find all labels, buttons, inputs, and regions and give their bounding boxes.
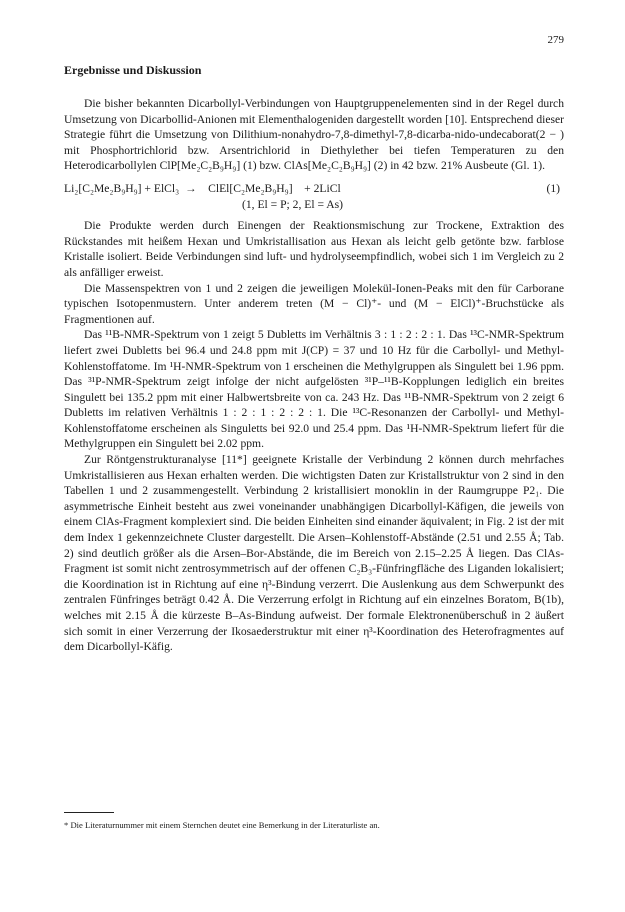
footnote: * Die Literaturnummer mit einem Sternchen deutet eine Bemerkung in der Literaturliste an. bbox=[64, 820, 380, 830]
section-title: Ergebnisse und Diskussion bbox=[64, 63, 202, 77]
paragraph-intro: Die bisher bekannten Dicarbollyl-Verbindungen von Hauptgruppenelementen sind in der Regel durch Umsetzung von Dicarbollid-Anionen mit Elementhalogeniden dargestellt worden [10]. Entsprechend dieser Strategie führt die Umsetzung von Dilithium-nonahydro-7,8-dimethyl-7,8-dicarba-nido-undecaborat(2 − ) mit Phosphortrichlorid bzw. Arsentrichlorid in Diethylether bei tiefen Temperaturen zu den Heterodicarbollylen ClP[Me₂C₂B₉H₉] (1) bzw. ClAs[Me₂C₂B₉H₉] (2) in 42 bzw. 21% Ausbeute (Gl. 1). bbox=[64, 97, 564, 173]
paragraph-nmr: Das ¹¹B-NMR-Spektrum von 1 zeigt 5 Dubletts im Verhältnis 3 : 1 : 2 : 2 : 1. Das ¹³C-NMR-Spektrum liefert zwei Dubletts bei 96.4 und 24.8 ppm mit J(CP) = 37 und 10 Hz für die Carbollyl- und Methyl-Kohlenstoffatome. Im ¹H-NMR-Spektrum von 1 erscheinen die Methylgruppen als Singulett bei 1.96 ppm. Das ³¹P-NMR-Spektrum zeigt infolge der nicht aufgelösten ³¹P–¹¹B-Kopplungen lediglich ein breites Singulett bei 135.2 ppm mit einer Halbwertsbreite von ca. 243 Hz. Das ¹¹B-NMR-Spektrum von 2 zeigt 6 Dubletts im relativen Verhältnis 1 : 2 : 1 : 2 : 2 : 1. Die ¹³C-Resonanzen der Carbollyl- und Methyl-Kohlenstoffatome erscheinen als Singuletts bei 92.0 und 25.4 ppm. Das ¹H-NMR-Spektrum liefert für die Methylgruppen ein Singulett bei 2.02 ppm. bbox=[64, 328, 564, 451]
footnote-divider bbox=[64, 812, 114, 813]
paragraph-xray: Zur Röntgenstrukturanalyse [11*] geeignete Kristalle der Verbindung 2 können durch mehrfaches Umkristallisieren aus Hexan erhalten werden. Die wichtigsten Daten zur Kristallstruktur von 2 sind in den Tabellen 1 und 2 zusammengestellt. Verbindung 2 kristallisiert monoklin in der Raumgruppe P2₁. Die asymmetrische Einheit besteht aus zwei voneinander unabhängigen Dicarbollyl-Käfigen, die jeweils von einem ClAs-Fragment komplexiert sind. Die beiden Einheiten sind einander äquivalent; in Fig. 2 ist der mit dem Index 1 gekennzeichnete Cluster dargestellt. Die Arsen–Kohlenstoff-Abstände (2.51 und 2.55 Å; Tab. 2) sind deutlich größer als die Arsen–Bor-Abstände, die im Bereich von 2.15–2.25 Å liegen. Das ClAs-Fragment ist somit nicht zentrosymmetrisch auf der offenen C₂B₃-Fünfringfläche des Liganden lokalisiert; die Koordination ist in Richtung auf eine η³-Bindung verzerrt. Die Auslenkung aus dem Schwerpunkt des zentralen Fünfringes beträgt 0.42 Å. Die Verzerrung erfolgt in Richtung auf ein einzelnes Boratom, B(1b), welches mit 2.15 Å die kürzeste B–As-Bindung aufweist. Der formale Elektronenüberschuß in 2 äußert sich somit in einer Verzerrung der Ikosaederstruktur mit einer η³-Koordination des Heterofragmentes auf dem Dicarbollyl-Käfig. bbox=[64, 453, 564, 654]
equation-1 bbox=[64, 181, 564, 197]
equation-condition: (1, El = P; 2, El = As) bbox=[242, 197, 343, 211]
page bbox=[64, 0, 564, 912]
paragraph-isolation: Die Produkte werden durch Einengen der Reaktionsmischung zur Trockene, Extraktion des Rückstandes mit heißem Hexan und Umkristallisation aus Hexan als leicht gelb getönte bzw. farblose Kristalle isoliert. Beide Verbindungen sind luft- und hydrolyseempfindlich, wobei sich 1 im Vergleich zu 2 als anfälliger erweist. bbox=[64, 219, 564, 279]
equation-formula: Li₂[C₂Me₂B₉H₉] + ElCl₃ → ClEl[C₂Me₂B₉H₉] + 2LiCl bbox=[64, 181, 341, 195]
paragraph-mass-spectra: Die Massenspektren von 1 und 2 zeigen die jeweiligen Molekül-Ionen-Peaks mit den für Carborane typischen Isotopenmustern. Unter anderem treten (M − Cl)⁺- und (M − ElCl)⁺-Bruchstücke als Fragmentionen auf. bbox=[64, 281, 564, 326]
body-text bbox=[64, 96, 564, 655]
page-number: 279 bbox=[547, 34, 564, 46]
equation-number: (1) bbox=[546, 181, 560, 195]
